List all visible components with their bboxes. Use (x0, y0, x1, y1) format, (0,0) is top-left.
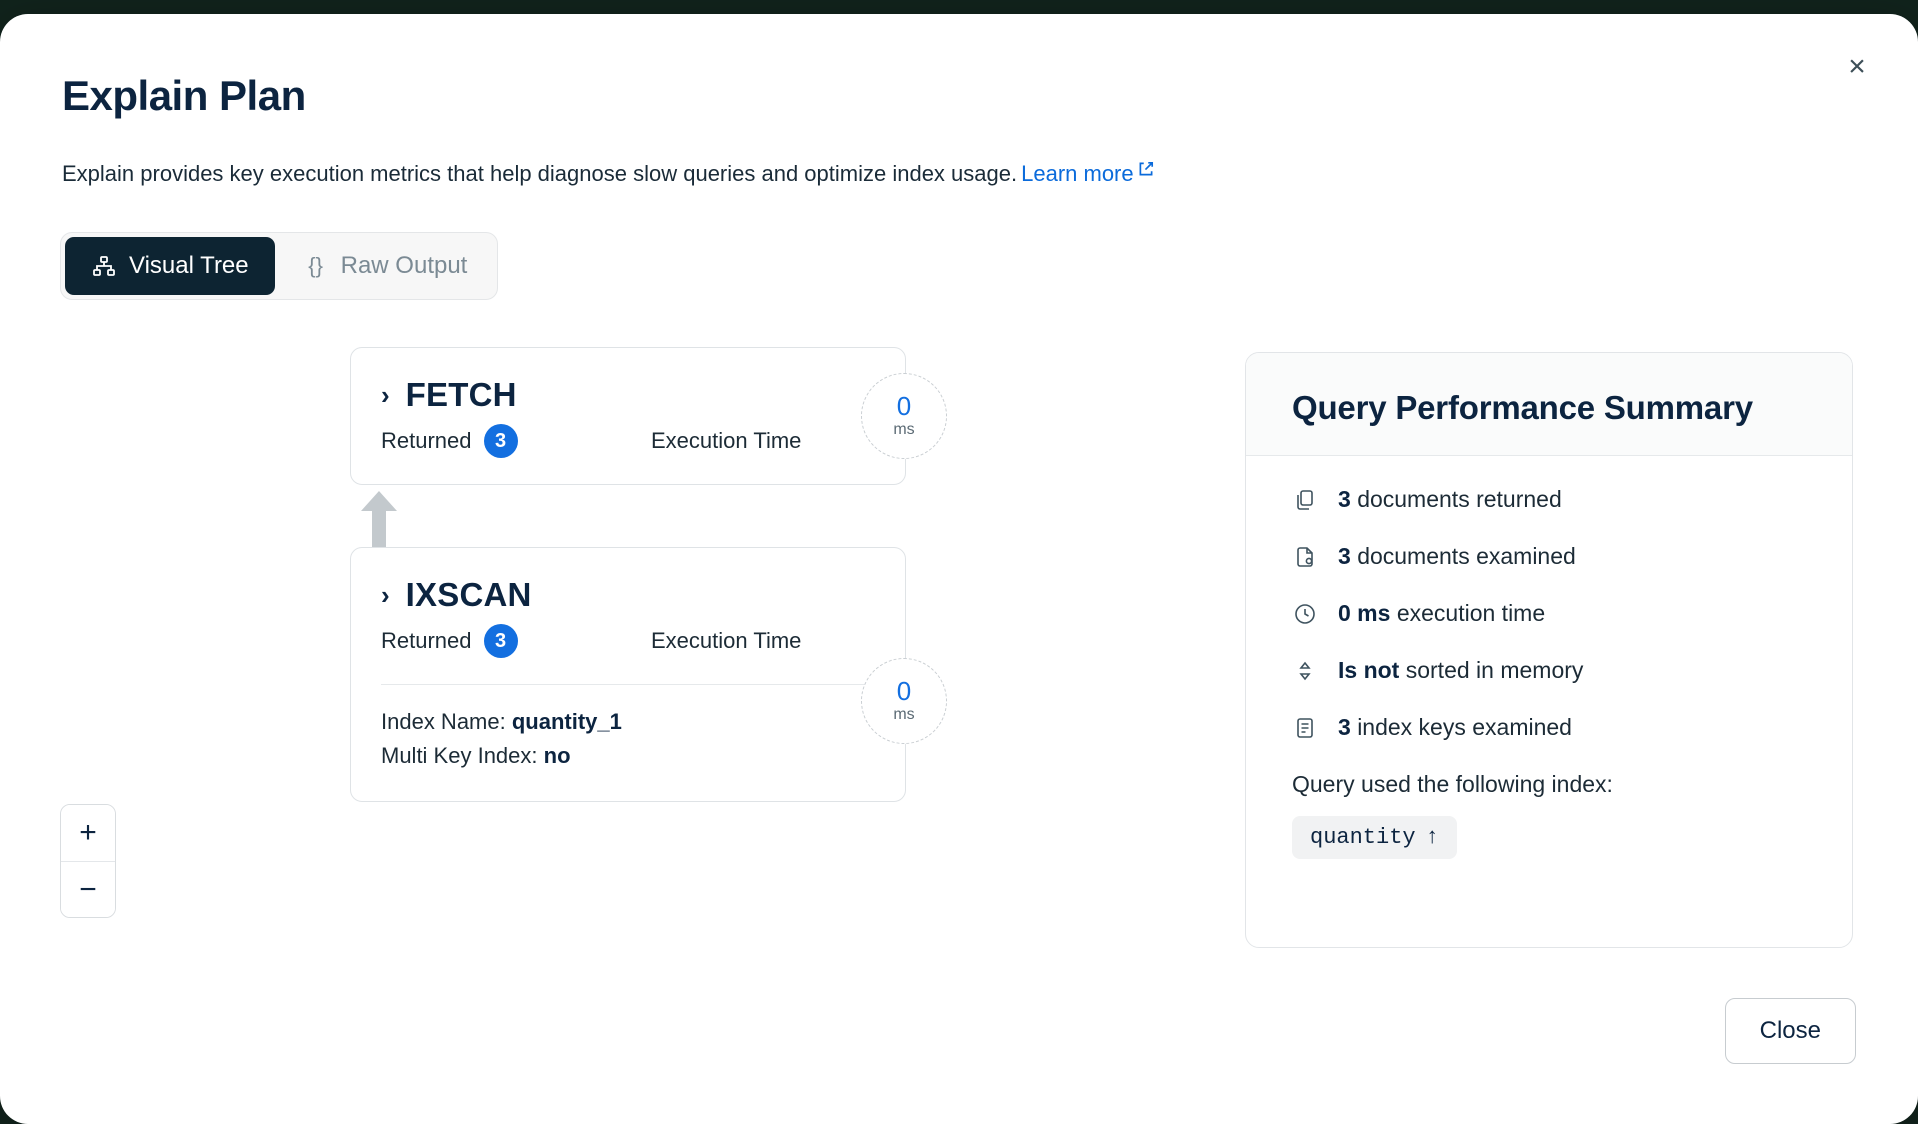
modal-description (62, 158, 1155, 187)
ixscan-returned-value: 3 (484, 624, 518, 658)
fetch-node-header[interactable] (351, 348, 905, 424)
documents-examined-icon (1292, 544, 1318, 570)
summary-row-sorted-in-memory (1292, 657, 1806, 684)
ixscan-returned-label: Returned (381, 628, 472, 653)
explain-plan-modal (0, 14, 1918, 1124)
summary-row-text (1338, 657, 1583, 684)
ixscan-exec-gauge (861, 658, 947, 744)
sort-icon (1292, 658, 1318, 684)
zoom-out-button[interactable]: − (61, 861, 115, 917)
zoom-controls (60, 804, 116, 918)
learn-more-link[interactable]: Learn more (1021, 161, 1134, 186)
close-icon[interactable]: × (1848, 50, 1866, 83)
index-usage-note: Query used the following index: (1292, 771, 1613, 797)
external-link-icon[interactable] (1137, 158, 1155, 184)
plan-node-ixscan[interactable] (350, 547, 915, 802)
documents-returned-label: documents returned (1357, 486, 1562, 512)
arrow-up-icon: ↑ (1425, 825, 1439, 850)
fetch-gauge-value: 0 (896, 391, 912, 421)
multi-key-row (381, 739, 875, 773)
fetch-returned-value: 3 (484, 424, 518, 458)
ixscan-gauge-value: 0 (896, 676, 912, 706)
index-keys-examined-value: 3 (1338, 714, 1351, 740)
summary-heading: Query Performance Summary (1292, 389, 1753, 426)
index-name-label: Index Name: (381, 709, 506, 734)
query-performance-summary (1245, 352, 1853, 948)
view-toggle-group (60, 232, 498, 300)
summary-row-text (1338, 714, 1572, 741)
ixscan-node-title: IXSCAN (405, 576, 532, 613)
index-chip-label: quantity (1310, 825, 1416, 850)
chevron-right-icon[interactable]: › (381, 579, 390, 610)
plan-node-fetch[interactable] (350, 347, 915, 485)
ixscan-gauge-unit: ms (893, 706, 915, 723)
fetch-exec-label: Execution Time (651, 428, 802, 453)
multi-key-value: no (543, 743, 571, 769)
brace-icon: {} (308, 253, 323, 278)
index-keys-icon (1292, 715, 1318, 741)
page-title: Explain Plan (62, 72, 306, 119)
sorted-in-memory-value: Is not (1338, 657, 1400, 683)
tab-raw-output-label: Raw Output (340, 252, 468, 279)
documents-returned-icon (1292, 487, 1318, 513)
fetch-gauge-unit: ms (893, 421, 915, 438)
summary-row-text (1338, 486, 1562, 513)
index-keys-examined-label: index keys examined (1357, 714, 1572, 740)
close-button[interactable]: Close (1725, 998, 1856, 1064)
index-chip[interactable] (1292, 816, 1457, 859)
documents-examined-value: 3 (1338, 543, 1351, 569)
execution-time-label: execution time (1396, 600, 1546, 626)
summary-row-execution-time (1292, 600, 1806, 627)
explain-tree-canvas[interactable] (60, 334, 1210, 934)
fetch-node-title: FETCH (405, 376, 517, 413)
fetch-node-metrics (351, 424, 905, 484)
sorted-in-memory-label: sorted in memory (1405, 657, 1584, 683)
summary-row-documents-examined (1292, 543, 1806, 570)
index-name-value: quantity_1 (511, 709, 622, 734)
tab-raw-output[interactable] (277, 237, 494, 295)
ixscan-node-metrics (351, 624, 905, 684)
chevron-right-icon[interactable]: › (381, 379, 390, 410)
execution-time-value: 0 ms (1338, 600, 1391, 626)
summary-header (1246, 353, 1852, 456)
fetch-returned (381, 424, 651, 458)
tab-visual-tree[interactable] (65, 237, 275, 295)
summary-body (1246, 456, 1852, 859)
ixscan-node-header[interactable] (351, 548, 905, 624)
ixscan-exec-label: Execution Time (651, 628, 802, 653)
tree-icon (91, 253, 117, 279)
zoom-in-button[interactable]: + (61, 805, 115, 861)
description-text: Explain provides key execution metrics that help diagnose slow queries and optimize index usage. (62, 161, 1018, 186)
ixscan-returned (381, 624, 651, 658)
fetch-exec-gauge (861, 373, 947, 459)
ixscan-node-details (351, 685, 905, 801)
summary-row-documents-returned (1292, 486, 1806, 513)
multi-key-label: Multi Key Index: (381, 743, 538, 769)
clock-icon (1292, 601, 1318, 627)
documents-returned-value: 3 (1338, 486, 1351, 512)
summary-row-text (1338, 543, 1576, 570)
documents-examined-label: documents examined (1357, 543, 1576, 569)
summary-row-index-keys-examined (1292, 714, 1806, 741)
summary-row-text (1338, 600, 1545, 627)
index-name-row (381, 705, 875, 739)
tab-visual-tree-label: Visual Tree (129, 252, 249, 279)
fetch-returned-label: Returned (381, 428, 472, 453)
